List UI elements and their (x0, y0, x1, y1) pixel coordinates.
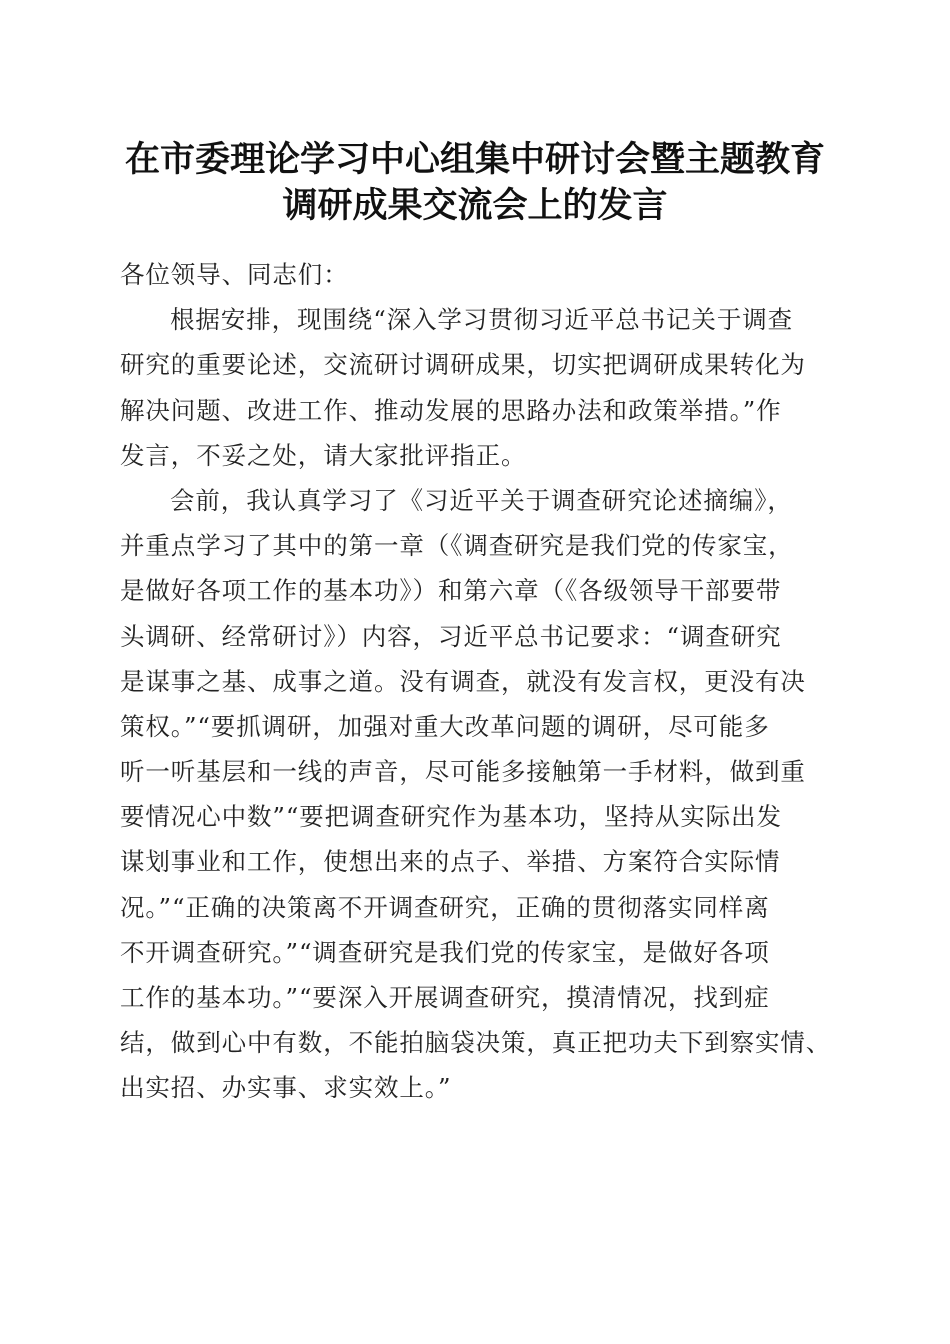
paragraph-2 (120, 478, 840, 1111)
paragraph-1-line: 发言，不妥之处，请大家批评指正。 (120, 440, 527, 470)
paragraph-1 (120, 297, 840, 478)
document-title-line-2: 调研成果交流会上的发言 (282, 186, 668, 226)
paragraph-2-line: 结，做到心中有数，不能拍脑袋决策，真正把功夫下到察实情、 (120, 1028, 832, 1058)
paragraph-2-line: 头调研、经常研讨》）内容，习近平总书记要求：“调查研究 (120, 621, 782, 651)
salutation: 各位领导、同志们： (120, 260, 349, 289)
paragraph-1-line: 解决问题、改进工作、推动发展的思路办法和政策举措。”作 (120, 395, 782, 425)
paragraph-2-line: 要情况心中数”“要把调查研究作为基本功，坚持从实际出发 (120, 802, 782, 832)
paragraph-2-line: 不开调查研究。”“调查研究是我们党的传家宝，是做好各项 (120, 937, 770, 967)
paragraph-2-line: 是谋事之基、成事之道。没有调查，就没有发言权，更没有决 (120, 666, 806, 696)
document-title-line-1: 在市委理论学习中心组集中研讨会暨主题教育 (124, 140, 825, 180)
paragraph-2-line: 并重点学习了其中的第一章（《调查研究是我们党的传家宝， (120, 531, 794, 561)
paragraph-2-line: 会前，我认真学习了《习近平关于调查研究论述摘编》， (170, 485, 793, 515)
paragraph-1-line: 根据安排，现围绕“深入学习贯彻习近平总书记关于调查 (170, 305, 794, 335)
paragraph-2-line: 谋划事业和工作，使想出来的点子、举措、方案符合实际情 (120, 847, 781, 877)
paragraph-2-line: 策权。”“要抓调研，加强对重大改革问题的调研，尽可能多 (120, 711, 770, 741)
paragraph-2-line: 出实招、办实事、求实效上。” (120, 1073, 452, 1103)
document-body (120, 252, 840, 1111)
paragraph-2-line: 况。”“正确的决策离不开调查研究，正确的贯彻落实同样离 (120, 892, 770, 922)
paragraph-2-line: 听一听基层和一线的声音，尽可能多接触第一手材料，做到重 (120, 757, 806, 787)
paragraph-1-line: 研究的重要论述，交流研讨调研成果，切实把调研成果转化为 (120, 350, 806, 380)
paragraph-2-line: 是做好各项工作的基本功》）和第六章（《各级领导干部要带 (120, 576, 782, 606)
paragraph-2-line: 工作的基本功。”“要深入开展调查研究，摸清情况，找到症 (120, 983, 770, 1012)
